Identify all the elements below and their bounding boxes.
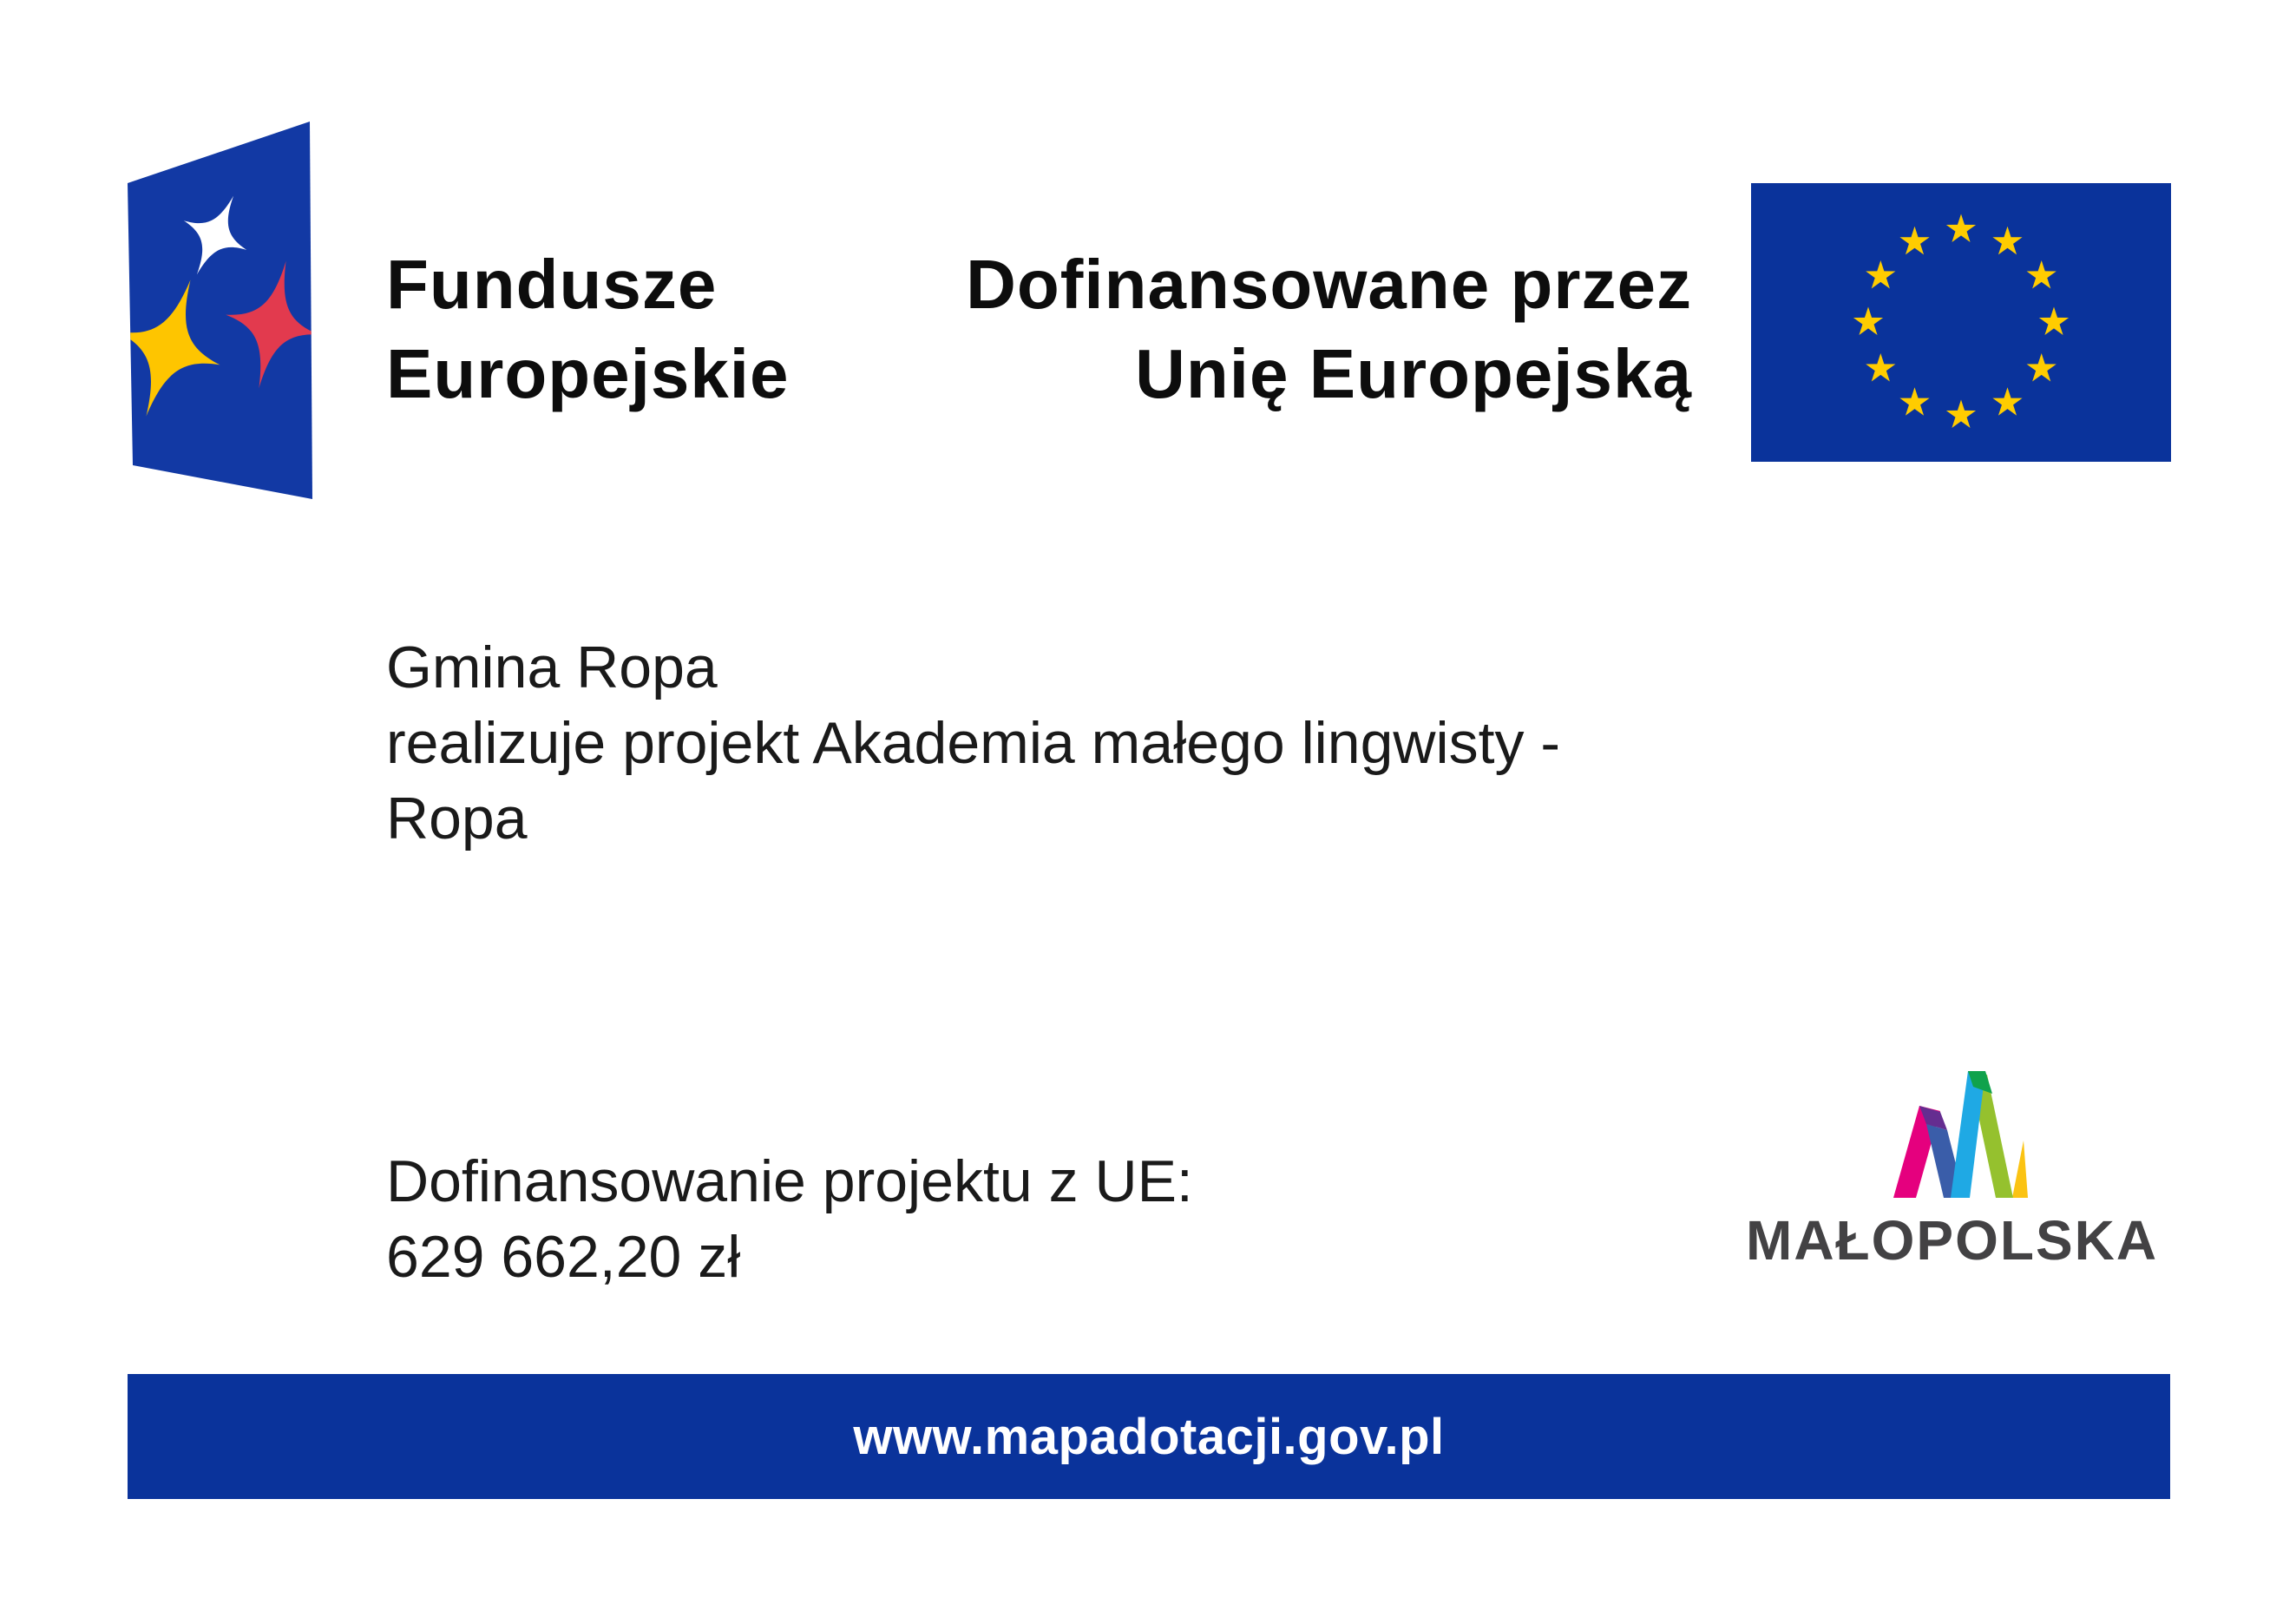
- fe-wordmark-line2: Europejskie: [386, 335, 790, 412]
- fe-wordmark: [386, 240, 790, 418]
- funding-label: Dofinansowanie projektu z UE:: [386, 1148, 1193, 1214]
- fe-wordmark-line1: Fundusze: [386, 246, 718, 323]
- malopolska-wordmark: MAŁOPOLSKA: [1746, 1209, 2159, 1272]
- project-description: [386, 630, 1560, 857]
- fundusze-europejskie-logo-icon: [125, 120, 314, 502]
- eu-flag-icon: [1751, 183, 2171, 462]
- footer-bar: [128, 1374, 2170, 1499]
- project-line2: Ropa: [386, 786, 528, 851]
- malopolska-mountain-icon: [1893, 1069, 2029, 1198]
- footer-url: www.mapadotacji.gov.pl: [853, 1408, 1445, 1465]
- funding-amount: 629 662,20 zł: [386, 1224, 741, 1290]
- cofinanced-line1: Dofinansowane przez: [966, 246, 1692, 323]
- cofinanced-wordmark: [966, 240, 1692, 418]
- beneficiary-name: Gmina Ropa: [386, 634, 718, 700]
- project-line1: realizuje projekt Akademia małego lingwisty -: [386, 710, 1561, 776]
- funding-info: [386, 1144, 1193, 1295]
- cofinanced-line2: Unię Europejską: [1135, 335, 1692, 412]
